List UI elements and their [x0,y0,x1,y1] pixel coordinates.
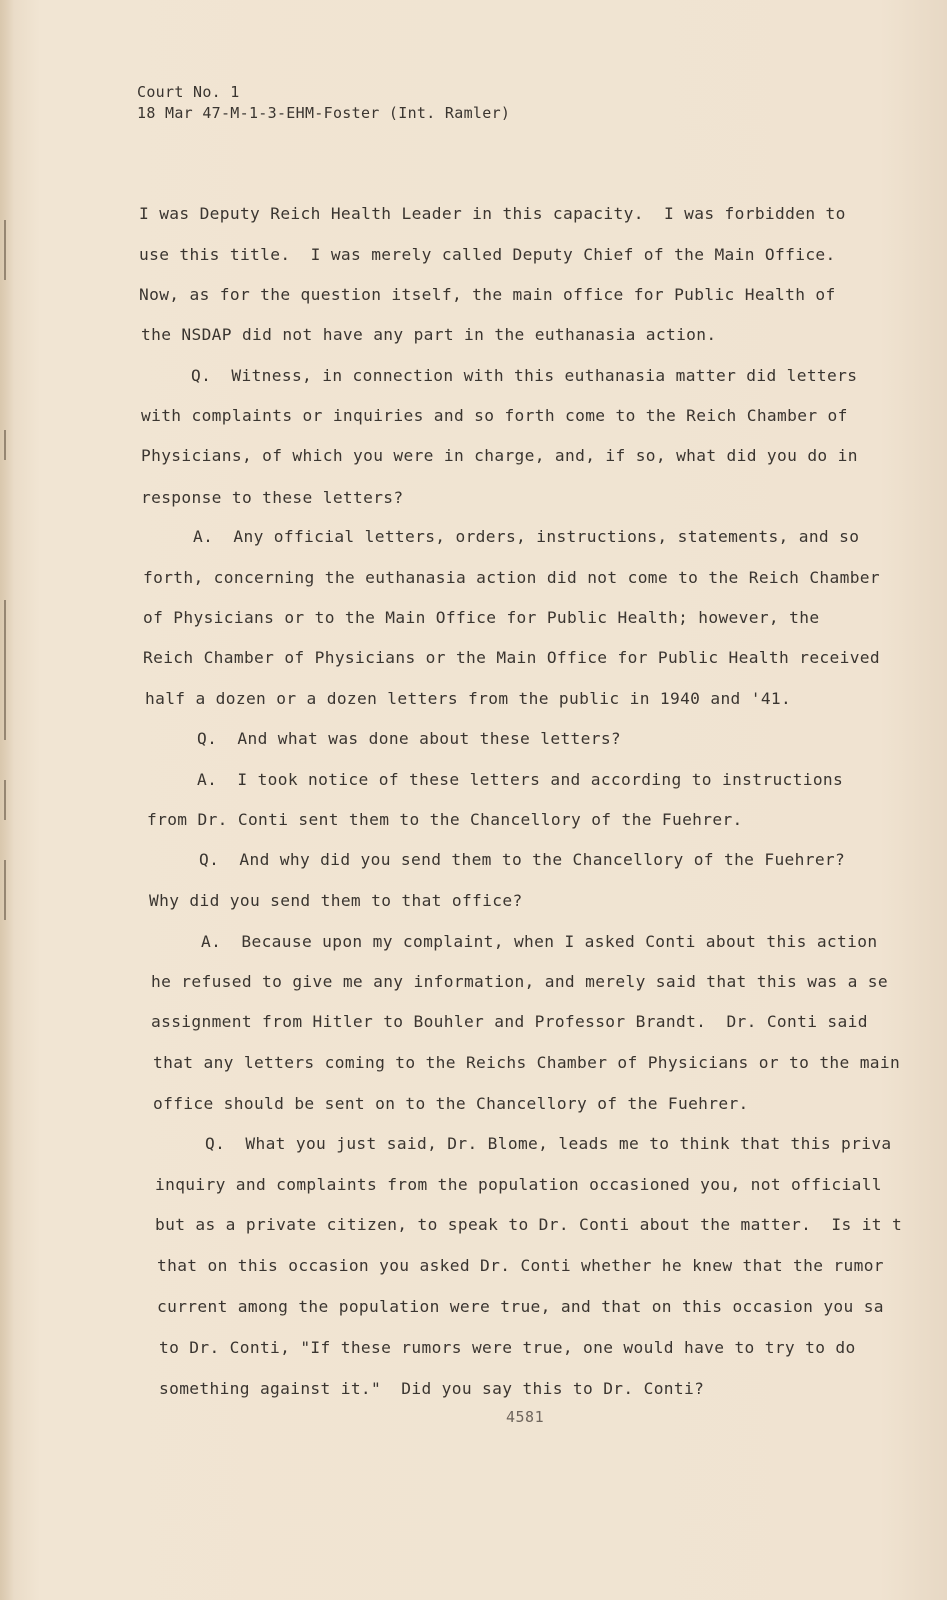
text-line: assignment from Hitler to Bouhler and Professor Brandt. Dr. Conti said [151,1012,868,1031]
text-line: from Dr. Conti sent them to the Chancellory of the Fuehrer. [147,810,743,829]
text-line: Now, as for the question itself, the main office for Public Health of [139,285,836,304]
session-reference: 18 Mar 47-M-1-3-EHM-Foster (Int. Ramler) [137,104,511,122]
text-line: current among the population were true, and that on this occasion you sa [157,1297,884,1316]
text-line: inquiry and complaints from the population occasioned you, not officiall [155,1175,882,1194]
text-line: Why did you send them to that office? [149,891,523,910]
text-line: to Dr. Conti, "If these rumors were true, one would have to try to do [159,1338,856,1357]
text-line: the NSDAP did not have any part in the euthanasia action. [141,325,717,344]
text-line: office should be sent on to the Chancellory of the Fuehrer. [153,1094,749,1113]
text-line: Physicians, of which you were in charge, and, if so, what did you do in [141,446,858,465]
text-line: with complaints or inquiries and so forth come to the Reich Chamber of [141,406,848,425]
text-line: he refused to give me any information, and merely said that this was a se [151,972,888,991]
text-line: response to these letters? [141,488,404,507]
edge-tear-mark [4,430,6,460]
court-number: Court No. 1 [137,83,240,101]
text-line: use this title. I was merely called Deputy Chief of the Main Office. [139,245,836,264]
text-line: Q. Witness, in connection with this euthanasia matter did letters [191,366,858,385]
text-line: Q. What you just said, Dr. Blome, leads me to think that this priva [205,1134,892,1153]
document-header [137,82,510,124]
text-line: Reich Chamber of Physicians or the Main Office for Public Health received [143,648,880,667]
text-line: forth, concerning the euthanasia action did not come to the Reich Chamber [143,568,880,587]
text-line: something against it." Did you say this to Dr. Conti? [159,1379,705,1398]
text-line: but as a private citizen, to speak to Dr. Conti about the matter. Is it t [155,1215,903,1234]
text-line: that any letters coming to the Reichs Chamber of Physicians or to the main [153,1053,901,1072]
edge-tear-mark [4,220,6,280]
text-line: A. Because upon my complaint, when I asked Conti about this action [201,932,878,951]
text-line: Q. And what was done about these letters? [197,729,622,748]
edge-tear-mark [4,600,6,740]
edge-tear-mark [4,860,6,920]
page-number: 4581 [506,1408,545,1426]
text-line: I was Deputy Reich Health Leader in this capacity. I was forbidden to [139,204,846,223]
text-line: half a dozen or a dozen letters from the public in 1940 and '41. [145,689,792,708]
paper-edge [0,0,14,1600]
edge-tear-mark [4,780,6,820]
text-line: A. I took notice of these letters and according to instructions [197,770,844,789]
text-line: that on this occasion you asked Dr. Conti whether he knew that the rumor [157,1256,884,1275]
text-line: of Physicians or to the Main Office for Public Health; however, the [143,608,820,627]
text-line: Q. And why did you send them to the Chancellory of the Fuehrer? [199,850,846,869]
text-line: A. Any official letters, orders, instructions, statements, and so [193,527,860,546]
